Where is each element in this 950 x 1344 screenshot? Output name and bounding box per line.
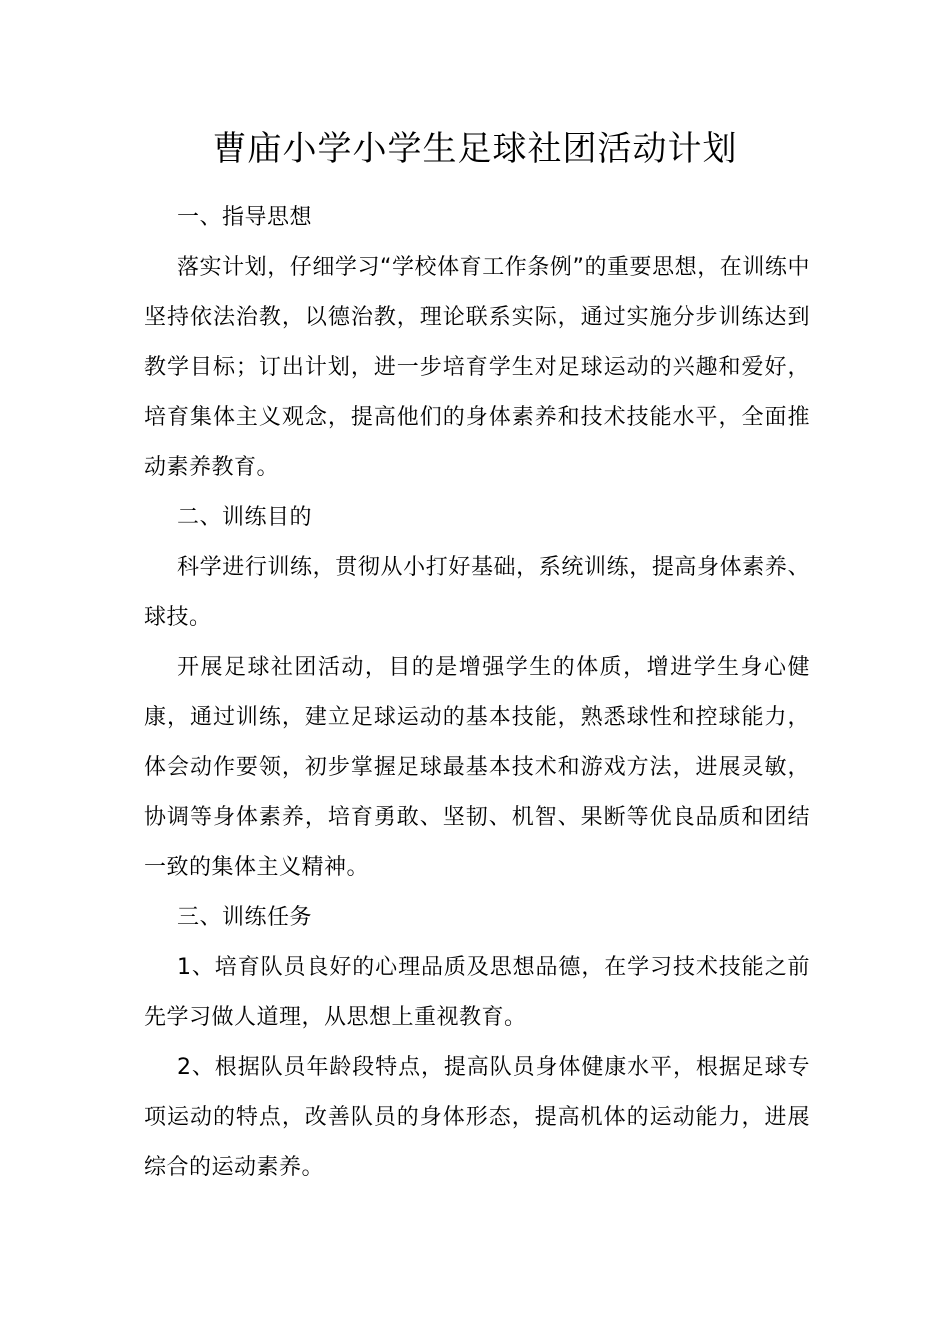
- document-title: 曹庙小学小学生足球社团活动计划: [212, 129, 738, 169]
- section-heading-training-purpose: 二、训练目的: [177, 505, 313, 530]
- section-heading-guiding-ideology: 一、指导思想: [177, 205, 313, 230]
- paragraph-training-task-2: 2、根据队员年龄段特点，提高队员身体健康水平，根据足球专项运动的特点，改善队员的身体形态，提高机体的运动能力，进展综合的运动素养。: [144, 1055, 810, 1180]
- paragraph-training-purpose-2: 开展足球社团活动，目的是增强学生的体质，增进学生身心健康，通过训练，建立足球运动的基本技能，熟悉球性和控球能力，体会动作要领，初步掌握足球最基本技术和游戏方法，进展灵敏，协调等身体素养，培育勇敢、坚韧、机智、果断等优良品质和团结一致的集体主义精神。: [144, 655, 810, 880]
- document-body: [144, 193, 810, 1193]
- paragraph-training-purpose-1: 科学进行训练，贯彻从小打好基础，系统训练，提高身体素养、球技。: [144, 555, 810, 630]
- section-heading-training-tasks: 三、训练任务: [177, 905, 313, 930]
- paragraph-training-task-1: 1、培育队员良好的心理品质及思想品德，在学习技术技能之前先学习做人道理，从思想上重视教育。: [144, 955, 810, 1030]
- paragraph-guiding-ideology: 落实计划，仔细学习“学校体育工作条例”的重要思想，在训练中坚持依法治教，以德治教，理论联系实际，通过实施分步训练达到教学目标；订出计划，进一步培育学生对足球运动的兴趣和爱好，培育集体主义观念，提高他们的身体素养和技术技能水平，全面推动素养教育。: [144, 255, 810, 480]
